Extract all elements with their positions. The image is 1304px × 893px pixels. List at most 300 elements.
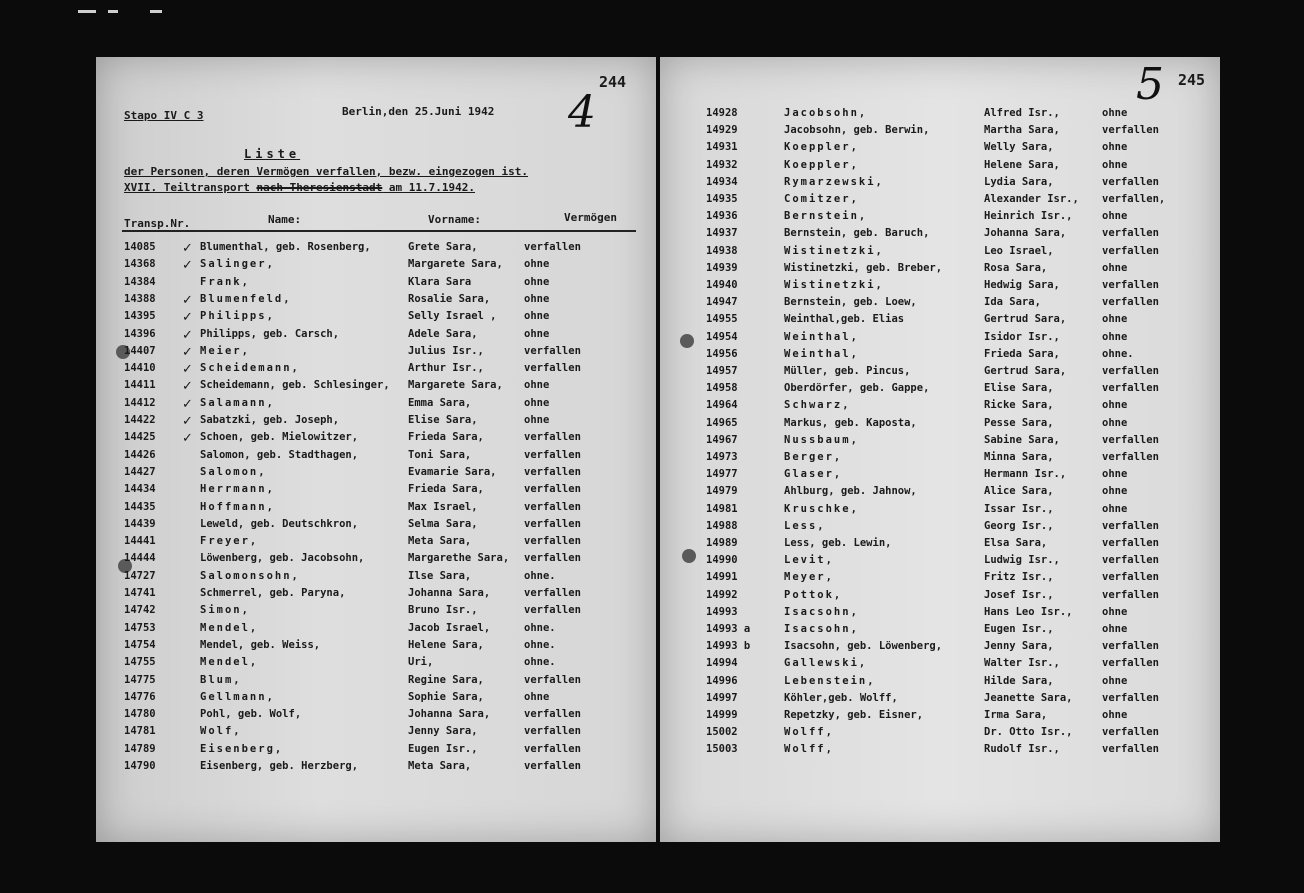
first-name: Uri, — [408, 656, 434, 669]
table-row — [660, 606, 1200, 623]
person-name: Lebenstein, — [784, 674, 876, 687]
transport-number: 14979 — [706, 485, 738, 498]
person-name: Sabatzki, geb. Joseph, — [200, 414, 340, 426]
table-row — [96, 466, 636, 483]
person-name: Bernstein, — [784, 210, 868, 223]
transport-number: 14934 — [706, 175, 738, 188]
table-row — [660, 468, 1200, 485]
assets-status: verfallen — [1102, 451, 1159, 463]
table-row — [96, 362, 636, 379]
transport-number: 14422 — [124, 414, 156, 426]
first-name: Eugen Isr., — [984, 623, 1054, 635]
person-name: Simon, — [200, 604, 250, 617]
person-name: Philipps, — [200, 310, 275, 323]
table-row — [660, 365, 1200, 382]
table-row — [96, 570, 636, 587]
transport-number: 14973 — [706, 451, 738, 463]
assets-status: ohne — [1102, 313, 1128, 326]
transport-number: 14928 — [706, 107, 738, 119]
assets-status: verfallen — [524, 448, 581, 461]
first-name: Dr. Otto Isr., — [984, 726, 1073, 739]
transport-number: 14991 — [706, 571, 738, 584]
assets-status: verfallen — [1102, 657, 1159, 670]
film-edge-mark — [150, 10, 162, 13]
first-name: Julius Isr., — [408, 344, 484, 357]
assets-status: ohne. — [1102, 347, 1134, 360]
transport-number: 14940 — [706, 279, 738, 291]
list-subtitle-line-2: XVII. Teiltransport nach Theresienstadt am 11.7.1942. — [124, 181, 476, 194]
transport-number: 14407 — [124, 344, 156, 357]
table-row — [96, 604, 636, 621]
assets-status: verfallen — [524, 552, 581, 565]
first-name: Arthur Isr., — [408, 362, 484, 375]
person-name: Herrmann, — [200, 483, 275, 496]
table-row — [660, 313, 1200, 330]
table-row — [660, 279, 1200, 296]
transport-number: 14441 — [124, 535, 156, 548]
table-row — [660, 692, 1200, 709]
transport-number: 14444 — [124, 552, 156, 565]
person-name: Schoen, geb. Mielowitzer, — [200, 431, 359, 444]
table-row — [96, 241, 636, 258]
transport-number: 14939 — [706, 261, 738, 274]
transport-number: 14988 — [706, 519, 738, 532]
table-row — [96, 431, 636, 448]
transport-number: 14426 — [124, 448, 156, 461]
first-name: Frieda Sara, — [408, 431, 484, 444]
transport-number: 14996 — [706, 674, 738, 687]
person-name: Bernstein, geb. Baruch, — [784, 227, 930, 240]
transport-number: 14776 — [124, 690, 156, 703]
first-name: Rudolf Isr., — [984, 743, 1060, 756]
assets-status: ohne — [1102, 416, 1128, 429]
assets-status: ohne — [1102, 605, 1128, 618]
table-row — [660, 623, 1200, 640]
handwritten-number: 4 — [568, 87, 596, 138]
table-row — [660, 554, 1200, 571]
first-name: Hedwig Sara, — [984, 279, 1060, 291]
assets-status: verfallen — [524, 517, 581, 530]
person-name: Koeppler, — [784, 158, 859, 171]
assets-status: verfallen — [524, 241, 581, 253]
assets-status: ohne — [1102, 485, 1128, 498]
first-name: Ida Sara, — [984, 296, 1041, 309]
transport-number: 14753 — [124, 621, 156, 634]
first-name: Margarete Sara, — [408, 258, 503, 271]
assets-status: verfallen — [1102, 382, 1159, 395]
table-row — [660, 589, 1200, 606]
first-name: Bruno Isr., — [408, 604, 478, 617]
assets-status: ohne — [524, 396, 550, 409]
table-row — [660, 520, 1200, 537]
transport-number: 14395 — [124, 310, 156, 323]
assets-status: ohne. — [524, 621, 556, 634]
assets-status: ohne — [1102, 623, 1128, 635]
assets-status: verfallen — [1102, 519, 1159, 532]
transport-number: 14954 — [706, 330, 738, 343]
person-name: Meier, — [200, 344, 250, 357]
first-name: Fritz Isr., — [984, 571, 1054, 584]
first-name: Martha Sara, — [984, 124, 1060, 137]
person-name: Jacobsohn, — [784, 107, 868, 119]
transport-number: 15002 — [706, 726, 738, 739]
table-row — [96, 328, 636, 345]
transport-number: 14789 — [124, 742, 156, 755]
film-edge-mark — [108, 10, 118, 13]
first-name: Jacob Israel, — [408, 621, 491, 634]
person-name: Ahlburg, geb. Jahnow, — [784, 485, 917, 498]
transport-number: 14956 — [706, 347, 738, 360]
first-name: Rosalie Sara, — [408, 292, 491, 305]
assets-status: verfallen — [524, 465, 581, 478]
table-row — [660, 743, 1200, 760]
person-name: Comitzer, — [784, 193, 859, 205]
first-name: Leo Israel, — [984, 244, 1054, 257]
check-mark: ✓ — [182, 258, 193, 274]
first-name: Irma Sara, — [984, 709, 1048, 721]
table-row — [660, 245, 1200, 262]
assets-status: verfallen — [1102, 124, 1159, 137]
handwritten-number: 5 — [1136, 59, 1164, 110]
assets-status: ohne — [1102, 158, 1128, 171]
first-name: Ricke Sara, — [984, 399, 1054, 412]
person-name: Köhler,geb. Wolff, — [784, 691, 898, 704]
person-name: Blum, — [200, 673, 242, 686]
person-name: Oberdörfer, geb. Gappe, — [784, 382, 930, 395]
check-mark: ✓ — [182, 379, 193, 395]
transport-number: 14412 — [124, 396, 156, 409]
person-name: Salomonsohn, — [200, 569, 300, 582]
table-row — [660, 193, 1200, 210]
first-name: Emma Sara, — [408, 396, 472, 409]
film-edge-mark — [78, 10, 96, 13]
assets-status: ohne — [1102, 141, 1128, 154]
first-name: Meta Sara, — [408, 760, 472, 772]
person-name: Isacsohn, — [784, 605, 859, 618]
transport-number: 14938 — [706, 244, 738, 257]
first-name: Isidor Isr., — [984, 330, 1060, 343]
table-row — [96, 552, 636, 569]
assets-status: verfallen — [524, 673, 581, 686]
transport-number: 14410 — [124, 362, 156, 375]
first-name: Pesse Sara, — [984, 416, 1054, 429]
table-row — [96, 622, 636, 639]
table-row — [660, 348, 1200, 365]
assets-status: ohne — [1102, 210, 1128, 223]
table-row — [660, 537, 1200, 554]
transport-number: 14396 — [124, 327, 156, 340]
person-name: Eisenberg, — [200, 742, 284, 755]
person-name: Freyer, — [200, 535, 259, 548]
person-name: Jacobsohn, geb. Berwin, — [784, 124, 930, 137]
person-name: Hoffmann, — [200, 500, 275, 513]
check-mark: ✓ — [182, 344, 193, 360]
first-name: Ilse Sara, — [408, 569, 472, 582]
first-name: Johanna Sara, — [984, 227, 1067, 240]
first-name: Hermann Isr., — [984, 468, 1067, 481]
first-name: Issar Isr., — [984, 502, 1054, 515]
table-row — [96, 397, 636, 414]
table-row — [96, 414, 636, 431]
assets-status: verfallen, — [1102, 193, 1166, 205]
first-name: Selma Sara, — [408, 517, 478, 530]
first-name: Meta Sara, — [408, 535, 472, 548]
table-row — [660, 210, 1200, 227]
transport-number: 14993 a — [706, 623, 751, 635]
table-row — [660, 399, 1200, 416]
transport-number: 14937 — [706, 227, 738, 240]
assets-status: verfallen — [524, 362, 581, 375]
table-row — [660, 107, 1200, 124]
assets-status: verfallen — [524, 587, 581, 599]
table-row — [96, 310, 636, 327]
transport-number: 14775 — [124, 673, 156, 686]
person-name: Less, — [784, 519, 826, 532]
person-name: Gellmann, — [200, 690, 275, 703]
first-name: Margarete Sara, — [408, 379, 503, 392]
transport-number: 14388 — [124, 292, 156, 305]
first-name: Klara Sara — [408, 275, 472, 288]
table-row — [96, 656, 636, 673]
transport-number: 14384 — [124, 275, 156, 288]
person-name: Mendel, geb. Weiss, — [200, 638, 321, 651]
person-name: Koeppler, — [784, 141, 859, 154]
first-name: Evamarie Sara, — [408, 465, 497, 478]
transport-number: 14994 — [706, 657, 738, 670]
person-name: Pottok, — [784, 588, 843, 601]
transport-number: 14790 — [124, 760, 156, 772]
transport-number: 14929 — [706, 124, 738, 137]
assets-status: verfallen — [1102, 279, 1159, 291]
transport-number: 14932 — [706, 158, 738, 171]
person-name: Salomon, geb. Stadthagen, — [200, 448, 359, 461]
check-mark: ✓ — [182, 362, 193, 378]
assets-status: ohne — [524, 292, 550, 305]
transport-number: 14993 — [706, 605, 738, 618]
first-name: Elise Sara, — [984, 382, 1054, 395]
table-row — [96, 258, 636, 275]
first-name: Frieda Sara, — [984, 347, 1060, 360]
assets-status: verfallen — [1102, 691, 1159, 704]
transport-number: 14931 — [706, 141, 738, 154]
transport-number: 14964 — [706, 399, 738, 412]
transport-number: 14989 — [706, 537, 738, 549]
transport-number: 14957 — [706, 365, 738, 377]
first-name: Walter Isr., — [984, 657, 1060, 670]
person-name: Wistinetzki, — [784, 244, 884, 257]
person-name: Weinthal,geb. Elias — [784, 313, 905, 326]
first-name: Hilde Sara, — [984, 674, 1054, 687]
table-row — [660, 726, 1200, 743]
table-row — [96, 743, 636, 760]
assets-status: ohne — [1102, 107, 1128, 119]
table-row — [660, 434, 1200, 451]
table-row — [96, 725, 636, 742]
person-name: Repetzky, geb. Eisner, — [784, 709, 924, 721]
assets-status: ohne — [1102, 261, 1128, 274]
person-name: Nussbaum, — [784, 433, 859, 446]
assets-status: verfallen — [1102, 227, 1159, 240]
assets-status: verfallen — [524, 604, 581, 617]
first-name: Adele Sara, — [408, 327, 478, 340]
first-name: Jenny Sara, — [408, 725, 478, 738]
transport-number: 14780 — [124, 708, 156, 721]
person-name: Berger, — [784, 451, 843, 463]
assets-status: ohne — [1102, 709, 1128, 721]
first-name: Josef Isr., — [984, 588, 1054, 601]
first-name: Johanna Sara, — [408, 708, 491, 721]
person-name: Schmerrel, geb. Paryna, — [200, 587, 346, 599]
first-name: Heinrich Isr., — [984, 210, 1073, 223]
assets-status: ohne — [524, 310, 550, 323]
transport-number: 14754 — [124, 638, 156, 651]
person-name: Wistinetzki, geb. Breber, — [784, 261, 943, 274]
column-header-transp-nr: Transp.Nr. — [124, 217, 191, 230]
assets-status: verfallen — [1102, 588, 1159, 601]
assets-status: ohne — [1102, 502, 1128, 515]
table-row — [660, 382, 1200, 399]
transport-number: 14947 — [706, 296, 738, 309]
first-name: Georg Isr., — [984, 519, 1054, 532]
person-name: Frank, — [200, 275, 250, 288]
person-name: Wolf, — [200, 725, 242, 738]
assets-status: verfallen — [1102, 433, 1159, 446]
person-name: Schwarz, — [784, 399, 851, 412]
first-name: Elsa Sara, — [984, 537, 1048, 549]
table-row — [96, 345, 636, 362]
transport-number: 14977 — [706, 468, 738, 481]
assets-status: verfallen — [524, 344, 581, 357]
first-name: Frieda Sara, — [408, 483, 484, 496]
transport-number: 15003 — [706, 743, 738, 756]
assets-status: ohne. — [524, 638, 556, 651]
page-number: 244 — [599, 73, 627, 91]
assets-status: verfallen — [1102, 743, 1159, 756]
first-name: Minna Sara, — [984, 451, 1054, 463]
table-row — [660, 675, 1200, 692]
header-rule — [122, 230, 636, 232]
first-name: Jenny Sara, — [984, 640, 1054, 653]
person-name: Salinger, — [200, 258, 275, 271]
check-mark: ✓ — [182, 241, 193, 256]
person-name: Gallewski, — [784, 657, 868, 670]
assets-status: ohne. — [524, 569, 556, 582]
assets-status: ohne — [524, 414, 550, 426]
person-name: Rymarzewski, — [784, 175, 884, 188]
table-row — [660, 503, 1200, 520]
table-row — [660, 159, 1200, 176]
first-name: Sabine Sara, — [984, 433, 1060, 446]
transport-number: 14755 — [124, 656, 156, 669]
table-row — [96, 501, 636, 518]
assets-status: verfallen — [524, 535, 581, 548]
table-row — [660, 451, 1200, 468]
assets-status: verfallen — [1102, 571, 1159, 584]
assets-status: verfallen — [1102, 640, 1159, 653]
transport-number: 14727 — [124, 569, 156, 582]
person-name: Mendel, — [200, 656, 259, 669]
transport-number: 14439 — [124, 517, 156, 530]
table-row — [96, 587, 636, 604]
person-name: Meyer, — [784, 571, 834, 584]
first-name: Eugen Isr., — [408, 742, 478, 755]
person-name: Kruschke, — [784, 502, 859, 515]
transport-number: 14992 — [706, 588, 738, 601]
transport-number: 14435 — [124, 500, 156, 513]
right-page — [660, 57, 1220, 842]
table-row — [660, 124, 1200, 141]
table-row — [96, 760, 636, 777]
left-page — [96, 57, 656, 842]
table-row — [660, 709, 1200, 726]
check-mark: ✓ — [182, 310, 193, 326]
column-header-vermoegen: Vermögen — [564, 211, 617, 224]
person-name: Blumenthal, geb. Rosenberg, — [200, 241, 371, 253]
first-name: Alexander Isr., — [984, 193, 1079, 205]
table-row — [96, 639, 636, 656]
first-name: Gertrud Sara, — [984, 313, 1067, 326]
table-row — [660, 640, 1200, 657]
person-name: Bernstein, geb. Loew, — [784, 296, 917, 309]
transport-number: 14955 — [706, 313, 738, 326]
assets-status: verfallen — [524, 500, 581, 513]
first-name: Alfred Isr., — [984, 107, 1060, 119]
person-name: Löwenberg, geb. Jacobsohn, — [200, 552, 365, 565]
person-name: Blumenfeld, — [200, 292, 292, 305]
first-name: Johanna Sara, — [408, 587, 491, 599]
assets-status: ohne — [1102, 399, 1128, 412]
check-mark: ✓ — [182, 327, 193, 343]
assets-status: ohne — [524, 327, 550, 340]
first-name: Toni Sara, — [408, 448, 472, 461]
table-row — [660, 227, 1200, 244]
table-row — [96, 708, 636, 725]
assets-status: ohne — [524, 379, 550, 392]
person-name: Less, geb. Lewin, — [784, 537, 892, 549]
person-name: Wistinetzki, — [784, 279, 884, 291]
transport-number: 14411 — [124, 379, 156, 392]
transport-number: 14999 — [706, 709, 738, 721]
person-name: Scheidemann, geb. Schlesinger, — [200, 379, 390, 392]
transport-number: 14936 — [706, 210, 738, 223]
first-name: Lydia Sara, — [984, 175, 1054, 188]
transport-number: 14741 — [124, 587, 156, 599]
column-header-vorname: Vorname: — [428, 213, 481, 226]
person-name: Levit, — [784, 554, 834, 567]
person-name: Pohl, geb. Wolf, — [200, 708, 302, 721]
table-row — [96, 276, 636, 293]
person-name: Isacsohn, — [784, 623, 859, 635]
first-name: Regine Sara, — [408, 673, 484, 686]
transport-number: 14935 — [706, 193, 738, 205]
assets-status: verfallen — [1102, 175, 1159, 188]
table-row — [96, 518, 636, 535]
table-row — [96, 379, 636, 396]
first-name: Hans Leo Isr., — [984, 605, 1073, 618]
assets-status: verfallen — [524, 708, 581, 721]
table-row — [96, 483, 636, 500]
first-name: Helene Sara, — [984, 158, 1060, 171]
assets-status: verfallen — [1102, 726, 1159, 739]
table-row — [660, 485, 1200, 502]
transport-number: 14085 — [124, 241, 156, 253]
check-mark: ✓ — [182, 396, 193, 412]
assets-status: ohne — [524, 275, 550, 288]
first-name: Ludwig Isr., — [984, 554, 1060, 567]
first-name: Welly Sara, — [984, 141, 1054, 154]
table-row — [660, 176, 1200, 193]
person-name: Müller, geb. Pincus, — [784, 365, 911, 377]
